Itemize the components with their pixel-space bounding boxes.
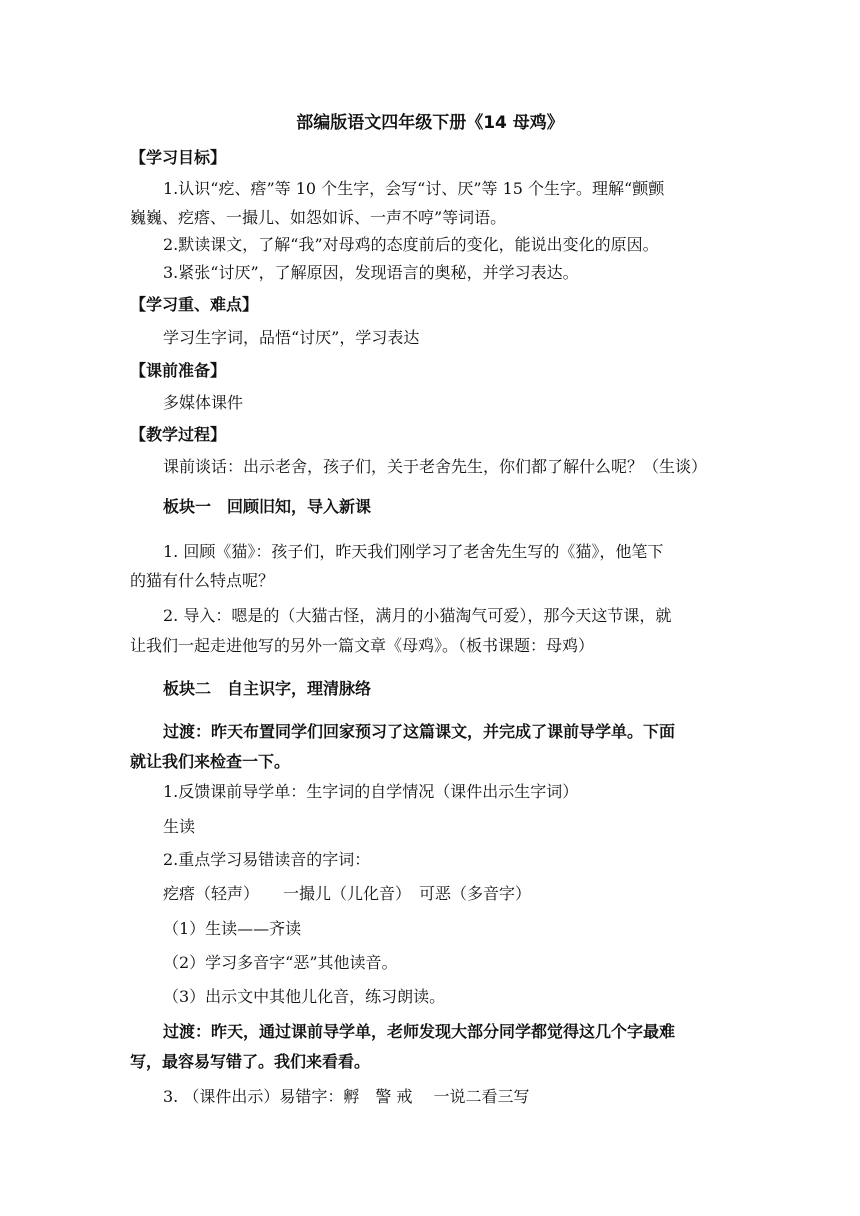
prep-text: 多媒体课件 — [163, 393, 244, 412]
block2-sub-3: （3）出示文中其他儿化音，练习朗读。 — [163, 987, 446, 1006]
document-title: 部编版语文四年级下册《14 母鸡》 — [296, 113, 564, 133]
goals-heading: 【学习目标】 — [130, 148, 227, 167]
block2-words: 疙瘩（轻声） 一撮儿（儿化音） 可恶（多音字） — [163, 884, 532, 903]
block1-heading: 板块一 回顾旧知，导入新课 — [163, 497, 372, 516]
goal-2: 2.默读课文，了解“我”对母鸡的态度前后的变化，能说出变化的原因。 — [163, 235, 659, 254]
block2-step-1: 1.反馈课前导学单：生字词的自学情况（课件出示生字词） — [163, 782, 579, 801]
block2-transition-2-line-1: 过渡：昨天，通过课前导学单，老师发现大部分同学都觉得这几个字最难 — [163, 1022, 676, 1041]
keypoints-text: 学习生字词，品悟“讨厌”，学习表达 — [163, 328, 420, 347]
block2-sub-2: （2）学习多音字“恶”其他读音。 — [163, 953, 398, 972]
block2-transition-1-line-2: 就让我们来检查一下。 — [130, 752, 291, 771]
goal-3: 3.紧张“讨厌”，了解原因，发现语言的奥秘，并学习表达。 — [163, 263, 579, 282]
block1-p2-line-2: 让我们一起走进他写的另外一篇文章《母鸡》。（板书课题：母鸡） — [130, 636, 595, 655]
block2-transition-1-line-1: 过渡：昨天布置同学们回家预习了这篇课文，并完成了课前导学单。下面 — [163, 722, 676, 741]
block2-step-2: 2.重点学习易错读音的字词： — [163, 850, 371, 869]
block1-p1-line-2: 的猫有什么特点呢？ — [130, 571, 275, 590]
goal-1-line-1: 1.认识“疙、瘩”等 10 个生字，会写“讨、厌”等 15 个生字。理解“颤颤 — [163, 179, 665, 198]
process-intro: 课前谈话：出示老舍，孩子们，关于老舍先生，你们都了解什么呢？（生谈） — [163, 457, 708, 476]
block1-p1-line-1: 1. 回顾《猫》：孩子们，昨天我们刚学习了老舍先生写的《猫》，他笔下 — [163, 542, 664, 561]
keypoints-heading: 【学习重、难点】 — [130, 295, 259, 314]
block1-p2-line-1: 2. 导入：嗯是的（大猫古怪，满月的小猫淘气可爱），那今天这节课，就 — [163, 606, 672, 625]
prep-heading: 【课前准备】 — [130, 361, 227, 380]
block2-transition-2-line-2: 写，最容易写错了。我们来看看。 — [130, 1052, 371, 1071]
block2-step-1-sub: 生读 — [163, 817, 196, 836]
process-heading: 【教学过程】 — [130, 425, 227, 444]
goal-1-line-2: 巍巍、疙瘩、一撮儿、如怨如诉、一声不哼”等词语。 — [130, 208, 507, 227]
block2-heading: 板块二 自主识字，理清脉络 — [163, 679, 372, 698]
block2-step-3: 3. （课件出示）易错字：孵 警 戒 一说二看三写 — [163, 1087, 530, 1106]
block2-sub-1: （1）生读——齐读 — [163, 919, 302, 938]
